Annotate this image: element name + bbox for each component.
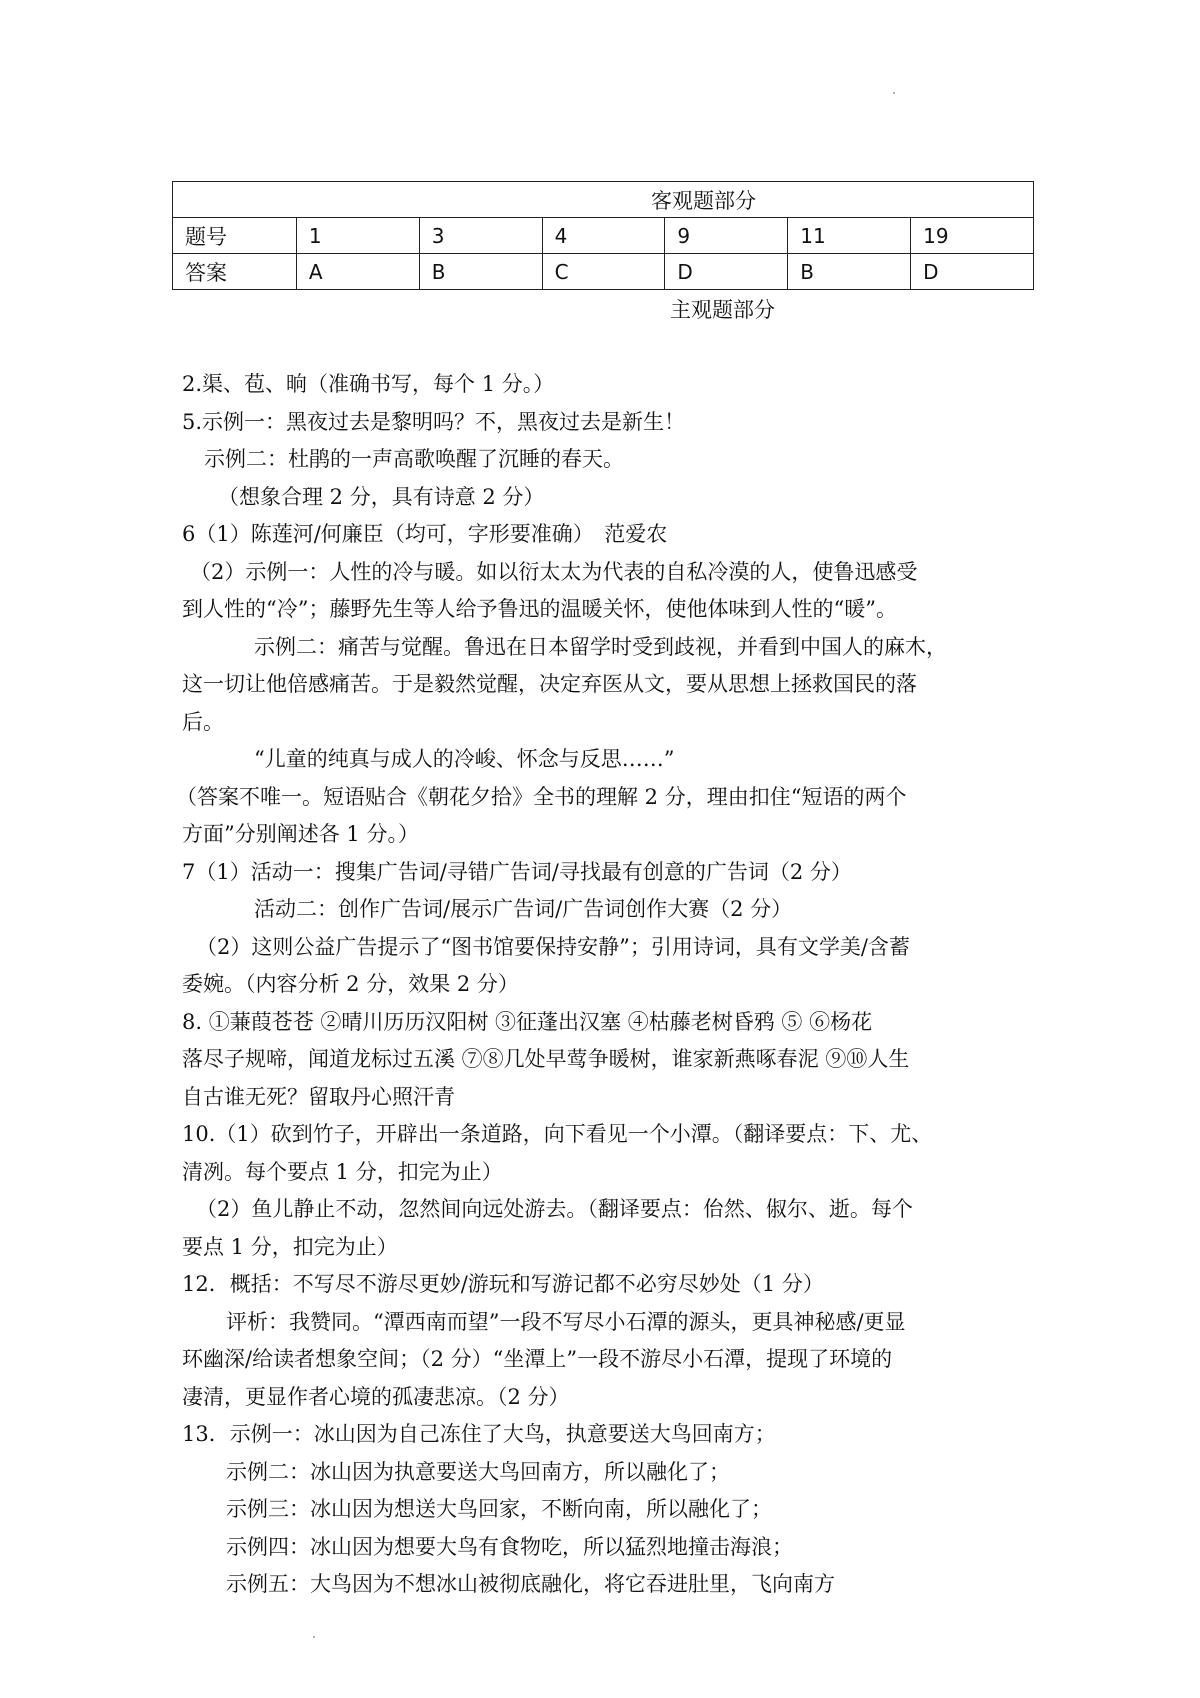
question-number-cell: 9: [665, 218, 788, 254]
answer-line: 示例四：冰山因为想要大鸟有食物吃，所以猛烈地撞击海浪；: [226, 1534, 793, 1559]
answer-line: 落尽子规啼，闻道龙标过五溪 ⑦⑧几处早莺争暖树，谁家新燕啄春泥 ⑨⑩人生: [182, 1047, 910, 1071]
answer-line: 示例二：冰山因为执意要送大鸟回南方，所以融化了；: [226, 1459, 730, 1484]
answer-line: 10.（1）砍到竹子，开辟出一条道路，向下看见一个小潭。（翻译要点：下、尤、: [182, 1122, 933, 1146]
question-number-cell: 19: [911, 218, 1034, 254]
answer-line: （2）示例一：人性的冷与暖。如以衍太太为代表的自私冷漠的人，使鲁迅感受: [190, 559, 918, 584]
answer-cell: C: [542, 254, 665, 290]
answer-cell: B: [419, 254, 542, 290]
answer-line: 环幽深/给读者想象空间；（2 分）“坐潭上”一段不游尽小石潭，提现了环境的: [182, 1347, 893, 1371]
question-number-cell: 3: [419, 218, 542, 254]
answer-line: 评析：我赞同。“潭西南而望”一段不写尽小石潭的源头，更具神秘感/更显: [226, 1309, 906, 1334]
answer-line: 活动二：创作广告词/展示广告词/广告词创作大赛（2 分）: [254, 897, 793, 921]
answer-line: 示例二：痛苦与觉醒。鲁迅在日本留学时受到歧视，并看到中国人的麻木，: [254, 634, 947, 659]
answer-line: 后。: [182, 709, 224, 734]
answer-line: “儿童的纯真与成人的冷峻、怀念与反思……”: [254, 747, 675, 771]
answer-line: 7（1）活动一：搜集广告词/寻错广告词/寻找最有创意的广告词（2 分）: [182, 859, 852, 884]
answer-line: 这一切让他倍感痛苦。于是毅然觉醒，决定弃医从文，要从思想上拯救国民的落: [182, 672, 917, 696]
answer-cell: D: [911, 254, 1034, 290]
answer-cell: B: [788, 254, 911, 290]
answer-cell: A: [296, 254, 419, 290]
answer-line: 5.示例一：黑夜过去是黎明吗？不，黑夜过去是新生！: [182, 409, 686, 434]
objective-section-title: 客观题部分: [173, 182, 1034, 218]
answer-row: [173, 254, 1034, 290]
answer-line: 示例五：大鸟因为不想冰山被彻底融化，将它吞进肚里，飞向南方: [226, 1572, 835, 1596]
answer-line: 示例三：冰山因为想送大鸟回家，不断向南，所以融化了；: [226, 1497, 772, 1521]
question-number-row: [173, 218, 1034, 254]
answer-line: （想象合理 2 分，具有诗意 2 分）: [218, 484, 545, 509]
answer-key-body: [176, 366, 1028, 1604]
question-number-cell: 11: [788, 218, 911, 254]
answer-cell: D: [665, 254, 788, 290]
row-header-answer: 答案: [173, 254, 297, 290]
answer-line: 2.渠、苞、晌（准确书写，每个 1 分。）: [182, 372, 555, 396]
answer-line: 6（1）陈莲河/何廉臣（均可，字形要准确） 范爱农: [182, 522, 668, 546]
answer-line: 要点 1 分，扣完为止）: [182, 1234, 398, 1259]
answer-line: （2）这则公益广告提示了“图书馆要保持安静”；引用诗词，具有文学美/含蓄: [196, 934, 910, 959]
scan-speck: [313, 1636, 315, 1638]
question-number-cell: 4: [542, 218, 665, 254]
answer-line: 凄清，更显作者心境的孤凄悲凉。（2 分）: [182, 1384, 570, 1409]
answer-line: 委婉。（内容分析 2 分，效果 2 分）: [182, 972, 519, 996]
answer-line: 13．示例一：冰山因为自己冻住了大鸟，执意要送大鸟回南方；: [182, 1422, 776, 1446]
subjective-section-title: 主观题部分: [670, 298, 775, 322]
answer-line: （2）鱼儿静止不动，忽然间向远处游去。（翻译要点：佁然、俶尔、逝。每个: [196, 1197, 913, 1221]
answer-line: 到人性的“冷”；藤野先生等人给予鲁迅的温暖关怀，使他体味到人性的“暖”。: [182, 597, 897, 621]
row-header-number: 题号: [173, 218, 297, 254]
answer-line: （答案不唯一。短语贴合《朝花夕拾》全书的理解 2 分，理由扣住“短语的两个: [176, 784, 907, 809]
scan-speck: [893, 92, 895, 94]
answer-line: 8. ①蒹葭苍苍 ②晴川历历汉阳树 ③征蓬出汉塞 ④枯藤老树昏鸦 ⑤ ⑥杨花: [182, 1009, 873, 1034]
answer-line: 示例二：杜鹃的一声高歌唤醒了沉睡的春天。: [204, 447, 624, 471]
objective-answer-table: [172, 181, 1034, 290]
answer-line: 自古谁无死？留取丹心照汗青: [182, 1084, 455, 1109]
answer-line: 方面”分别阐述各 1 分。）: [182, 822, 419, 846]
question-number-cell: 1: [296, 218, 419, 254]
table-title-row: [173, 182, 1034, 218]
answer-line: 12．概括：不写尽不游尽更妙/游玩和写游记都不必穷尽妙处（1 分）: [182, 1272, 824, 1296]
answer-line: 清冽。每个要点 1 分，扣完为止）: [182, 1159, 503, 1184]
